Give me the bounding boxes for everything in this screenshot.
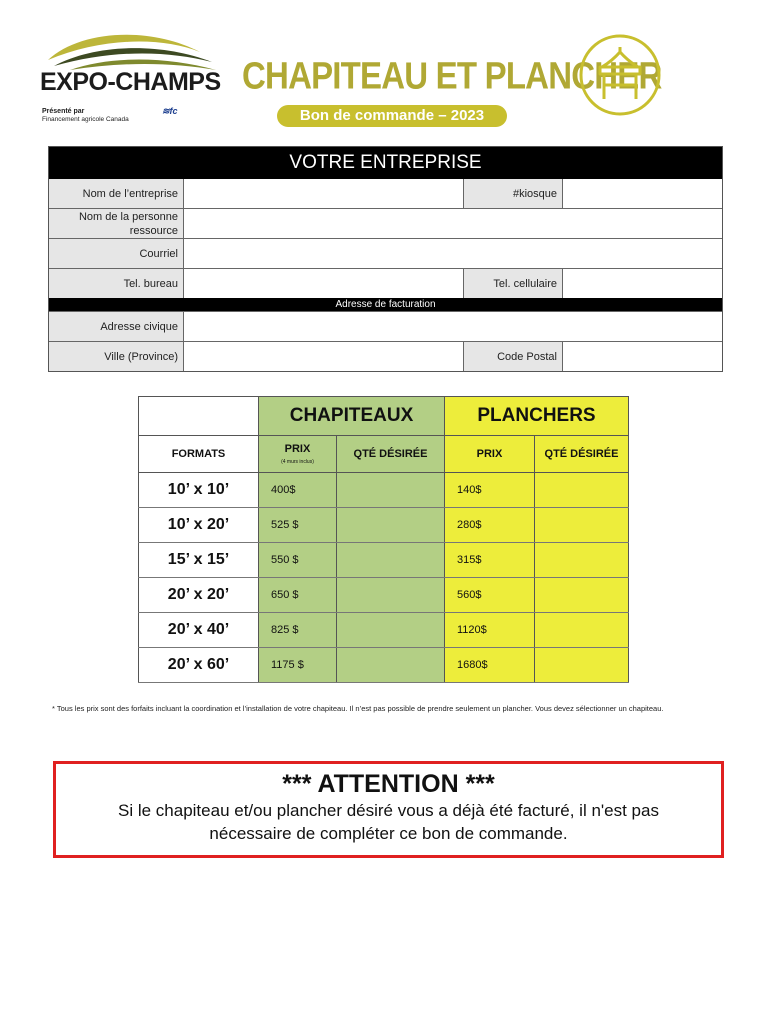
email-label: Courriel — [49, 239, 183, 268]
floor-qty-field[interactable] — [535, 648, 629, 683]
tent-qty-field[interactable] — [337, 578, 445, 613]
floor-qty-field[interactable] — [535, 508, 629, 543]
table-row — [139, 508, 629, 543]
street-field[interactable] — [183, 312, 722, 341]
expo-champs-logo — [40, 26, 220, 126]
attention-body: Si le chapiteau et/ou plancher désiré vous a déjà été facturé, il n'est pas nécessaire de compléter ce bon de commande. — [118, 801, 659, 843]
email-field[interactable] — [183, 239, 722, 268]
company-name-label: Nom de l’entreprise — [49, 179, 183, 208]
presented-by — [42, 108, 129, 124]
office-phone-field[interactable] — [183, 269, 464, 298]
floor-price-cell: 280$ — [445, 508, 535, 543]
format-cell: 20’ x 60’ — [139, 648, 259, 683]
city-row — [49, 341, 722, 371]
street-label: Adresse civique — [49, 312, 183, 341]
company-form — [48, 146, 723, 372]
table-row — [139, 613, 629, 648]
email-row — [49, 238, 722, 268]
page-subtitle: Bon de commande – 2023 — [277, 105, 507, 127]
floor-qty-header: QTÉ DÉSIRÉE — [535, 436, 629, 473]
office-phone-label: Tel. bureau — [49, 269, 183, 298]
attention-box — [53, 761, 724, 858]
contact-field[interactable] — [183, 209, 722, 238]
tent-qty-field[interactable] — [337, 508, 445, 543]
pricing-column-header-row — [139, 436, 629, 473]
format-cell: 20’ x 40’ — [139, 613, 259, 648]
pricing-group-header-row — [139, 397, 629, 436]
format-cell: 10’ x 20’ — [139, 508, 259, 543]
tents-header: CHAPITEAUX — [259, 397, 445, 436]
tent-price-note: (4 murs inclus) — [281, 459, 314, 465]
pricing-footnote: * Tous les prix sont des forfaits incluant la coordination et l’installation de votre chapiteau. Il n’est pas possible de prendre seulement un plancher. Vous devez sélectionner un chapiteau. — [52, 704, 664, 713]
tent-price-cell: 400$ — [259, 473, 337, 508]
floor-qty-field[interactable] — [535, 473, 629, 508]
tent-qty-field[interactable] — [337, 613, 445, 648]
floor-price-cell: 1120$ — [445, 613, 535, 648]
tent-price-cell: 650 $ — [259, 578, 337, 613]
billing-address-header: Adresse de facturation — [49, 298, 722, 311]
floor-qty-field[interactable] — [535, 613, 629, 648]
kiosk-field[interactable] — [562, 179, 722, 208]
postal-label: Code Postal — [464, 342, 562, 371]
cell-phone-label: Tel. cellulaire — [464, 269, 562, 298]
tent-qty-field[interactable] — [337, 473, 445, 508]
page-title: CHAPITEAU ET PLANCHER — [242, 54, 662, 97]
table-row — [139, 543, 629, 578]
tent-price-cell: 550 $ — [259, 543, 337, 578]
format-cell: 20’ x 20’ — [139, 578, 259, 613]
contact-row — [49, 208, 722, 238]
format-cell: 15’ x 15’ — [139, 543, 259, 578]
fcc-logo: ≋fc — [162, 106, 178, 116]
company-form-header: VOTRE ENTREPRISE — [49, 147, 722, 179]
tent-price-header — [259, 436, 337, 473]
table-row — [139, 578, 629, 613]
floor-price-cell: 560$ — [445, 578, 535, 613]
tent-price-cell: 825 $ — [259, 613, 337, 648]
formats-header: FORMATS — [139, 436, 259, 473]
logo-text: EXPO-CHAMPS — [40, 68, 221, 96]
presented-by-org: Financement agricole Canada — [42, 116, 129, 123]
tent-price-cell: 1175 $ — [259, 648, 337, 683]
floor-qty-field[interactable] — [535, 578, 629, 613]
street-row — [49, 311, 722, 341]
logo-swoosh-icon — [40, 26, 220, 72]
pricing-table — [138, 396, 629, 683]
attention-title: *** ATTENTION *** — [282, 770, 495, 798]
kiosk-label: #kiosque — [464, 179, 562, 208]
floor-price-header: PRIX — [445, 436, 535, 473]
presented-by-label: Présenté par — [42, 108, 85, 115]
city-field[interactable] — [183, 342, 464, 371]
tent-qty-field[interactable] — [337, 648, 445, 683]
cell-phone-field[interactable] — [562, 269, 722, 298]
tent-icon — [578, 33, 662, 117]
company-name-field[interactable] — [183, 179, 464, 208]
floor-price-cell: 315$ — [445, 543, 535, 578]
company-name-row — [49, 179, 722, 208]
floor-price-cell: 1680$ — [445, 648, 535, 683]
format-cell: 10’ x 10’ — [139, 473, 259, 508]
tent-price-cell: 525 $ — [259, 508, 337, 543]
table-row — [139, 648, 629, 683]
pricing-corner-cell — [139, 397, 259, 436]
phone-row — [49, 268, 722, 298]
tent-price-label: PRIX — [284, 443, 311, 455]
city-label: Ville (Province) — [49, 342, 183, 371]
tent-qty-header: QTÉ DÉSIRÉE — [337, 436, 445, 473]
floor-price-cell: 140$ — [445, 473, 535, 508]
contact-label: Nom de la personne ressource — [49, 209, 183, 238]
floor-qty-field[interactable] — [535, 543, 629, 578]
tent-qty-field[interactable] — [337, 543, 445, 578]
table-row — [139, 473, 629, 508]
postal-field[interactable] — [562, 342, 722, 371]
floors-header: PLANCHERS — [445, 397, 629, 436]
